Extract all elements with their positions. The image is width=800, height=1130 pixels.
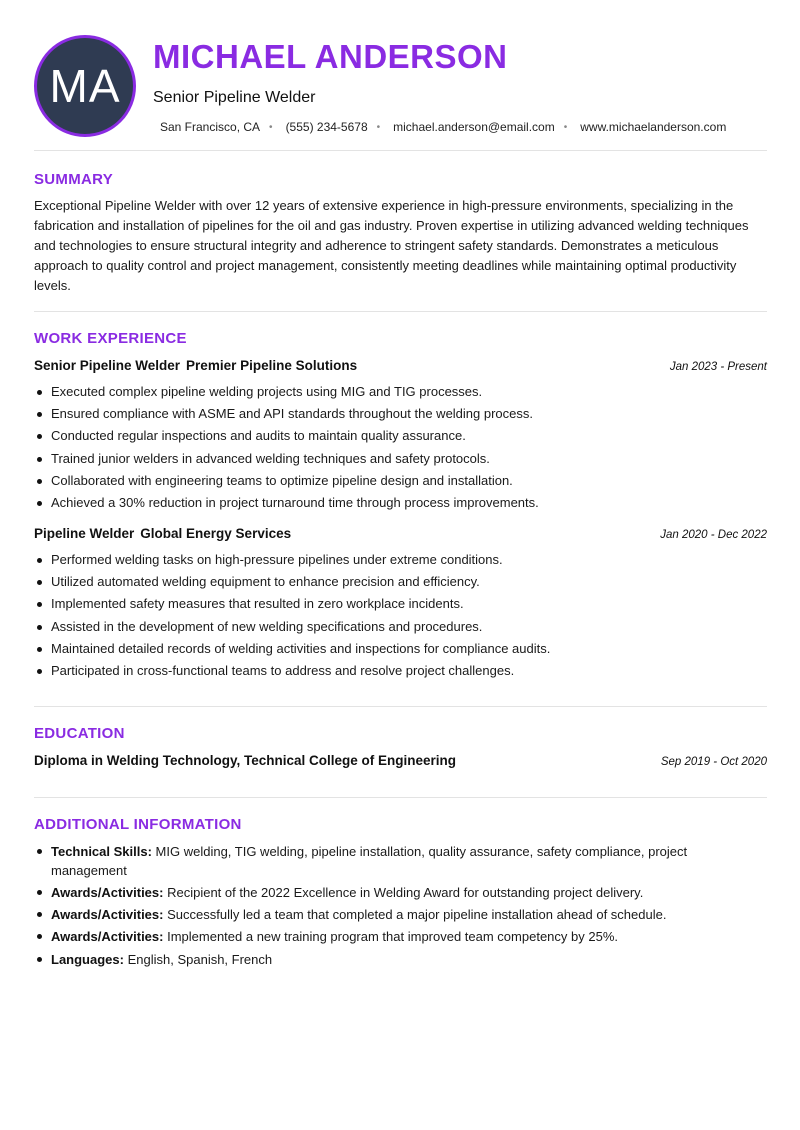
list-item: Implemented safety measures that resulted in zero workplace incidents. (34, 593, 764, 615)
job-header (34, 526, 767, 541)
list-item: Collaborated with engineering teams to optimize pipeline design and installation. (34, 470, 764, 492)
contact-email[interactable]: michael.anderson@email.com (393, 120, 555, 134)
job-title (34, 526, 291, 541)
contact-location: San Francisco, CA (160, 120, 261, 134)
list-item (34, 927, 734, 946)
list-item: Achieved a 30% reduction in project turnaround time through process improvements. (34, 492, 764, 514)
item-text: English, Spanish, French (127, 952, 273, 967)
avatar (34, 35, 136, 137)
job-role: Pipeline Welder (34, 526, 135, 541)
list-item: Maintained detailed records of welding activities and inspections for compliance audits. (34, 638, 764, 660)
item-label: Technical Skills: (51, 844, 152, 859)
list-item: Participated in cross-functional teams to address and resolve project challenges. (34, 660, 764, 682)
item-label: Languages: (51, 952, 124, 967)
list-item: Assisted in the development of new welding specifications and procedures. (34, 616, 764, 638)
education-degree: Diploma in Welding Technology, Technical College of Engineering (34, 753, 457, 768)
contact-website[interactable]: www.michaelanderson.com (580, 120, 727, 134)
item-text: MIG welding, TIG welding, pipeline installation, quality assurance, safety compliance, project management (51, 844, 688, 878)
list-item: Ensured compliance with ASME and API standards throughout the welding process. (34, 403, 764, 425)
list-item: Performed welding tasks on high-pressure pipelines under extreme conditions. (34, 549, 764, 571)
section-heading-additional: ADDITIONAL INFORMATION (34, 816, 242, 833)
divider (34, 797, 767, 798)
section-heading-experience: WORK EXPERIENCE (34, 330, 187, 347)
divider (34, 311, 767, 312)
divider (34, 706, 767, 707)
divider (34, 150, 767, 151)
list-item (34, 905, 734, 924)
job-title (34, 358, 357, 373)
job-bullets (34, 549, 764, 682)
education-entry (34, 753, 767, 768)
item-label: Awards/Activities: (51, 885, 164, 900)
job-company: Global Energy Services (140, 526, 292, 541)
job-company: Premier Pipeline Solutions (186, 358, 358, 373)
separator-dot: • (376, 121, 381, 133)
section-heading-summary: SUMMARY (34, 171, 114, 188)
list-item: Conducted regular inspections and audits to maintain quality assurance. (34, 425, 764, 447)
summary-text: Exceptional Pipeline Welder with over 12 years of extensive experience in high-pressure environments, specializing in the fabrication and installation of pipelines for the oil and gas industry. Proven expertise in utilizing advanced welding techniques and technologies to ensure structural integrity and adherence to stringent safety standards. Demonstrates a meticulous approach to quality control and project management, consistently meeting deadlines while maintaining optimal productivity levels. (34, 198, 749, 293)
item-label: Awards/Activities: (51, 929, 164, 944)
additional-info-list (34, 842, 734, 972)
list-item (34, 883, 734, 902)
candidate-title: Senior Pipeline Welder (153, 89, 316, 106)
avatar-initials: MA (49, 60, 121, 112)
job-bullets (34, 381, 764, 514)
job-role: Senior Pipeline Welder (34, 358, 181, 373)
list-item (34, 842, 734, 880)
contact-info (160, 120, 726, 134)
item-text: Recipient of the 2022 Excellence in Welding Award for outstanding project delivery. (167, 885, 644, 900)
education-dates: Sep 2019 - Oct 2020 (660, 756, 767, 768)
item-label: Awards/Activities: (51, 907, 164, 922)
section-heading-education: EDUCATION (34, 725, 125, 742)
item-text: Successfully led a team that completed a major pipeline installation ahead of schedule. (167, 907, 667, 922)
contact-phone[interactable]: (555) 234-5678 (285, 120, 368, 134)
list-item: Utilized automated welding equipment to enhance precision and efficiency. (34, 571, 764, 593)
job-dates: Jan 2020 - Dec 2022 (660, 529, 767, 541)
separator-dot: • (269, 121, 273, 133)
list-item: Executed complex pipeline welding projects using MIG and TIG processes. (34, 381, 764, 403)
separator-dot: • (563, 121, 568, 133)
job-dates: Jan 2023 - Present (669, 361, 767, 373)
job-header (34, 358, 767, 373)
item-text: Implemented a new training program that improved team competency by 25%. (167, 929, 618, 944)
candidate-name: MICHAEL ANDERSON (153, 38, 508, 75)
list-item (34, 950, 734, 969)
list-item: Trained junior welders in advanced welding techniques and safety protocols. (34, 448, 764, 470)
